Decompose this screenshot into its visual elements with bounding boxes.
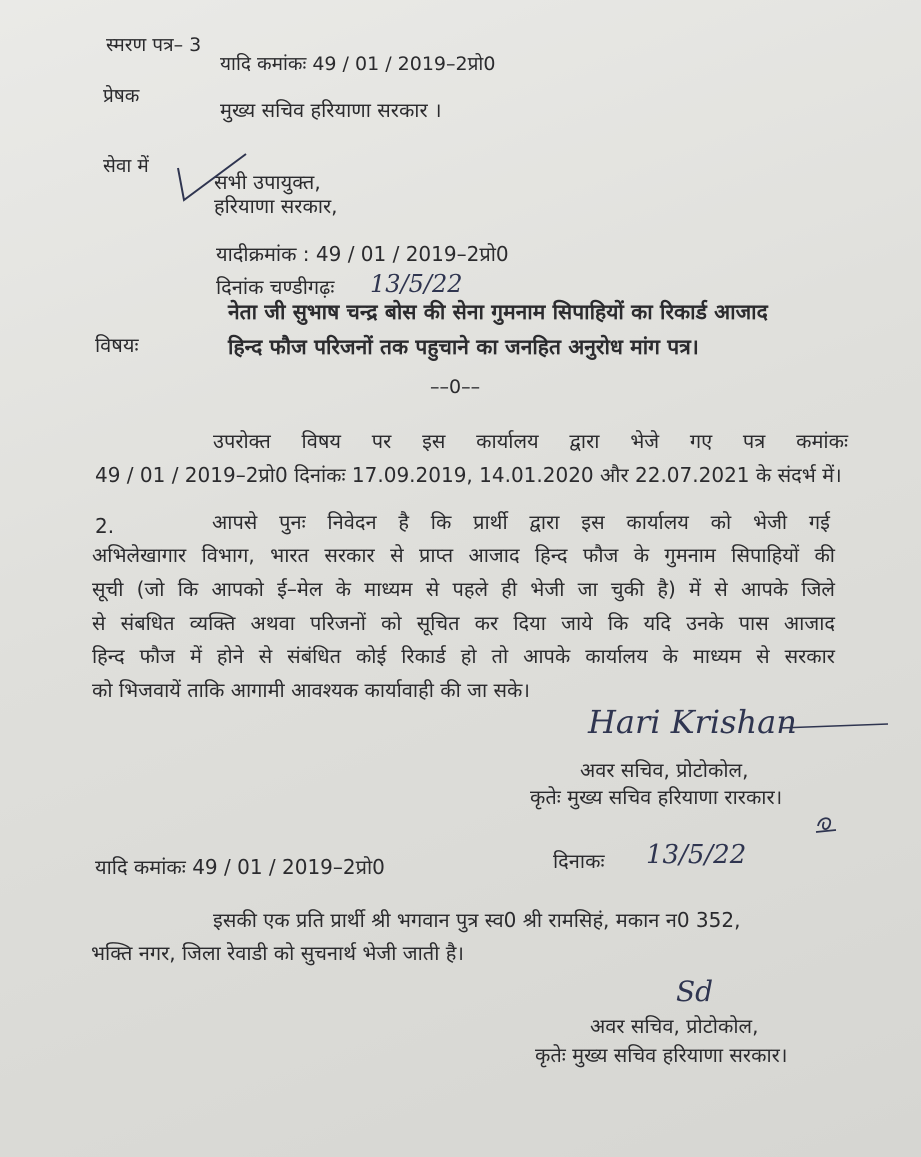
copy-date-label: दिनाकः — [553, 849, 605, 873]
tick-mark-icon — [176, 150, 256, 210]
sender-label: प्रेषक — [103, 85, 140, 107]
copy-line-1: इसकी एक प्रति प्रार्थी श्री भगवान पुत्र स्व0 श्री रामसिहं, मकान न0 352, — [213, 908, 741, 932]
date-label: दिनांक चण्डीगढ़ः — [216, 275, 335, 299]
subject-line-2: हिन्द फौज परिजनों तक पहुचाने का जनहित अनुरोध मांग पत्र। — [228, 335, 699, 359]
signatory-designation-2: अवर सचिव, प्रोटोकोल, — [590, 1014, 759, 1038]
signature-underline — [780, 720, 890, 732]
paragraph-2-number: 2. — [95, 514, 115, 538]
paragraph-2-line-4: से संबधित व्यक्ति अथवा परिजनों को सूचित कर दिया जाये कि यदि उनके पास आजाद — [92, 611, 835, 635]
signatory-office-1: कृतेः मुख्य सचिव हरियाणा रारकार। — [530, 785, 783, 809]
subject-line-1: नेता जी सुभाष चन्द्र बोस की सेना गुमनाम सिपाहियों का रिकार्ड आजाद — [228, 300, 768, 324]
reference-number: यादीक्रमांक : 49 / 01 / 2019–2प्रो0 — [216, 242, 509, 266]
recipient-line-2: हरियाणा सरकार, — [214, 194, 338, 218]
paragraph-2-line-5: हिन्द फौज में होने से संबंधित कोई रिकार्ड हो तो आपके कार्यालय के माध्यम से सरकार — [92, 644, 835, 668]
signatory-designation-1: अवर सचिव, प्रोटोकोल, — [580, 758, 749, 782]
paragraph-2-line-6: को भिजवायें ताकि आगामी आवश्यक कार्यावाही की जा सके। — [92, 678, 530, 702]
subject-label: विषयः — [95, 333, 139, 357]
copy-reference-number: यादि कमांकः 49 / 01 / 2019–2प्रो0 — [95, 855, 385, 879]
initial-mark-icon — [814, 812, 840, 836]
copy-line-2: भक्ति नगर, जिला रेवाडी को सुचनार्थ भेजी जाती है। — [91, 941, 464, 965]
signature-2: Sd — [676, 975, 714, 1008]
reference-number-top: यादि कमांकः 49 / 01 / 2019–2प्रो0 — [220, 53, 496, 75]
recipient-label: सेवा में — [103, 155, 149, 177]
recipient-line-1: सभी उपायुक्त, — [214, 170, 321, 194]
copy-handwritten-date: 13/5/22 — [646, 840, 747, 870]
paragraph-1-line-2: 49 / 01 / 2019–2प्रो0 दिनांकः 17.09.2019, 14.01.2020 और 22.07.2021 के संदर्भ में। — [95, 463, 842, 487]
reminder-label: स्मरण पत्र– 3 — [106, 34, 202, 56]
paragraph-2-line-3: सूची (जो कि आपको ई–मेल के माध्यम से पहले ही भेजी जा चुकी है) में से आपके जिले — [92, 577, 835, 601]
handwritten-date: 13/5/22 — [370, 270, 463, 298]
signatory-office-2: कृतेः मुख्य सचिव हरियाणा सरकार। — [535, 1043, 788, 1067]
paragraph-1-line-1: उपरोक्त विषय पर इस कार्यालय द्वारा भेजे गए पत्र कमांकः — [213, 429, 848, 453]
separator: ––0–– — [430, 376, 481, 398]
signature-1: Hari Krishan — [588, 703, 797, 741]
paragraph-2-line-2: अभिलेखागार विभाग, भारत सरकार से प्राप्त आजाद हिन्द फौज के गुमनाम सिपाहियों की — [92, 543, 835, 567]
sender: मुख्य सचिव हरियाणा सरकार । — [220, 98, 442, 122]
paragraph-2-line-1: आपसे पुनः निवेदन है कि प्रार्थी द्वारा इस कार्यालय को भेजी गई — [212, 510, 830, 534]
